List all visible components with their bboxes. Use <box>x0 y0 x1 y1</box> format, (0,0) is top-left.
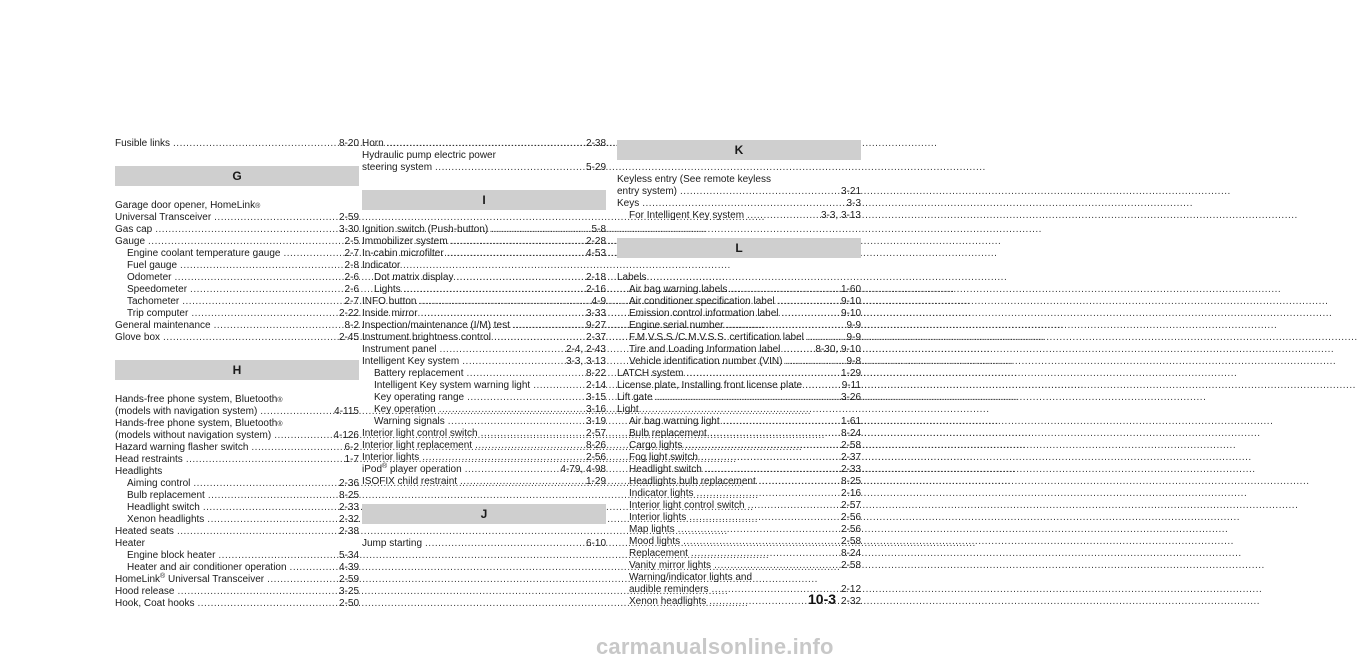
watermark: carmanualsonline.info <box>596 634 834 659</box>
index-entry: In-cabin microfilter ..... 4-53 <box>362 248 606 260</box>
index-subentry: Headlights bulb replacement ..... 8-25 <box>617 476 861 488</box>
index-entry: Head restraints ..... 1-7 <box>115 454 359 466</box>
index-entry: LATCH system ..... 1-29 <box>617 368 861 380</box>
index-subentry: Key operation ..... 3-16 <box>362 404 606 416</box>
index-column-1 <box>115 138 359 610</box>
index-subentry: Replacement ..... 8-24 <box>617 548 861 560</box>
index-entry: Garage door opener, HomeLink ® <box>115 200 261 211</box>
index-subentry: Xenon headlights ..... 2-32 <box>115 514 359 526</box>
page-number: 10-3 <box>808 591 837 607</box>
index-entry: Hands-free phone system, Bluetooth ® <box>115 418 283 429</box>
index-subentry: Warning signals ..... 3-19 <box>362 416 606 428</box>
index-subentry: Emission control information label ..... 9-10 <box>617 308 861 320</box>
index-entry: General maintenance ..... 8-2 <box>115 320 359 332</box>
index-subentry: F.M.V.S.S./C.M.V.S.S. certification label ..... 9-9 <box>617 332 861 344</box>
index-entry: Indicator <box>362 260 401 271</box>
index-entry: Instrument brightness control ..... 2-37 <box>362 332 606 344</box>
index-subentry: Warning/indicator lights and <box>629 572 753 583</box>
index-subentry: Engine coolant temperature gauge ..... 2-7 <box>115 248 359 260</box>
index-subentry: audible reminders ..... 2-12 <box>617 584 861 596</box>
index-subentry: Headlight switch ..... 2-33 <box>617 464 861 476</box>
index-entry: INFO button ..... 4-9 <box>362 296 606 308</box>
index-subentry: Interior lights ..... 2-56 <box>617 512 861 524</box>
index-entry: Inspection/maintenance (I/M) test ..... 9-27 <box>362 320 606 332</box>
index-entry: Heater <box>115 538 146 549</box>
index-entry: Lift gate ..... 3-26 <box>617 392 861 404</box>
index-entry: Gas cap ..... 3-30 <box>115 224 359 236</box>
index-subentry: Engine serial number ..... 9-9 <box>617 320 861 332</box>
index-entry: Horn ..... 2-38 <box>362 138 606 150</box>
index-entry: Keys ..... 3-3 <box>617 198 861 210</box>
index-subentry: Fuel gauge ..... 2-8 <box>115 260 359 272</box>
index-entry: Gauge ..... 2-5 <box>115 236 359 248</box>
index-subentry: Fog light switch ..... 2-37 <box>617 452 861 464</box>
index-subentry: Bulb replacement ..... 8-25 <box>115 490 359 502</box>
index-entry: Immobilizer system ..... 2-28 <box>362 236 606 248</box>
index-subentry: Headlight switch ..... 2-33 <box>115 502 359 514</box>
index-entry: Fusible links ..... 8-20 <box>115 138 359 150</box>
section-heading-j: J <box>362 504 606 524</box>
index-entry: Inside mirror ..... 3-33 <box>362 308 606 320</box>
index-entry: Light <box>617 404 639 415</box>
index-entry: Hands-free phone system, Bluetooth ® <box>115 394 283 405</box>
index-entry: License plate, Installing front license plate ..... 9-11 <box>617 380 861 392</box>
index-subentry: Cargo lights ..... 2-58 <box>617 440 861 452</box>
index-entry: steering system ..... 5-29 <box>362 162 606 174</box>
index-entry: Jump starting ..... 6-10 <box>362 538 606 550</box>
index-entry: Hazard warning flasher switch ..... 6-2 <box>115 442 359 454</box>
index-entry: (models with navigation system) ..... 4-115 <box>115 406 359 418</box>
index-entry: Headlights <box>115 466 163 477</box>
index-subentry: Tire and Loading Information label ..... 8-30, 9-10 <box>617 344 861 356</box>
index-subentry: Lights ..... 2-16 <box>362 284 606 296</box>
index-entry: iPod® player operation ..... 4-79, 4-98 <box>362 464 606 476</box>
index-subentry: Trip computer ..... 2-22 <box>115 308 359 320</box>
index-entry: Hydraulic pump electric power <box>362 150 496 161</box>
index-subentry: Aiming control ..... 2-36 <box>115 478 359 490</box>
index-subentry: Interior light control switch ..... 2-57 <box>617 500 861 512</box>
index-entry: entry system) ..... 3-21 <box>617 186 861 198</box>
index-subentry: Air bag warning light ..... 1-61 <box>617 416 861 428</box>
index-entry: (models without navigation system) ..... 4-126 <box>115 430 359 442</box>
index-subentry: Map lights ..... 2-56 <box>617 524 861 536</box>
section-heading-g: G <box>115 166 359 186</box>
index-entry: Labels <box>617 272 647 283</box>
index-entry: Hook, Coat hooks ..... 2-50 <box>115 598 359 610</box>
index-entry: Intelligent Key system ..... 3-3, 3-13 <box>362 356 606 368</box>
index-subentry: Dot matrix display ..... 2-18 <box>362 272 606 284</box>
index-subentry: Bulb replacement ..... 8-24 <box>617 428 861 440</box>
index-subentry: For Intelligent Key system ..... 3-3, 3-13 <box>617 210 861 222</box>
index-subentry: Intelligent Key system warning light ..... 2-14 <box>362 380 606 392</box>
section-heading-l: L <box>617 238 861 258</box>
index-entry: ISOFIX child restraint ..... 1-29 <box>362 476 606 488</box>
index-subentry: Indicator lights ..... 2-16 <box>617 488 861 500</box>
section-heading-h: H <box>115 360 359 380</box>
index-entry: Interior lights ..... 2-56 <box>362 452 606 464</box>
index-entry: Interior light control switch ..... 2-57 <box>362 428 606 440</box>
index-column-2 <box>362 138 606 550</box>
index-subentry: Speedometer ..... 2-6 <box>115 284 359 296</box>
index-entry: HomeLink® Universal Transceiver ..... 2-59 <box>115 574 359 586</box>
index-subentry: Air bag warning labels ..... 1-60 <box>617 284 861 296</box>
index-subentry: Odometer ..... 2-6 <box>115 272 359 284</box>
index-column-3 <box>617 138 861 608</box>
index-entry: Keyless entry (See remote keyless <box>617 174 771 185</box>
index-subentry: Key operating range ..... 3-15 <box>362 392 606 404</box>
index-subentry: Vehicle identification number (VIN) ..... 9-8 <box>617 356 861 368</box>
index-subentry: Heater and air conditioner operation ..... 4-39 <box>115 562 359 574</box>
index-subentry: Mood lights ..... 2-58 <box>617 536 861 548</box>
index-entry: Glove box ..... 2-45 <box>115 332 359 344</box>
index-entry: Interior light replacement ..... 8-26 <box>362 440 606 452</box>
section-heading-k: K <box>617 140 861 160</box>
index-subentry: Engine block heater ..... 5-34 <box>115 550 359 562</box>
index-subentry: Battery replacement ..... 8-22 <box>362 368 606 380</box>
index-subentry: Vanity mirror lights ..... 2-58 <box>617 560 861 572</box>
index-entry: Heated seats ..... 2-38 <box>115 526 359 538</box>
index-entry: Instrument panel ..... 2-4, 2-43 <box>362 344 606 356</box>
section-heading-i: I <box>362 190 606 210</box>
index-entry: Hood release ..... 3-25 <box>115 586 359 598</box>
index-subentry: Tachometer ..... 2-7 <box>115 296 359 308</box>
index-subentry: Air conditioner specification label ..... 9-10 <box>617 296 861 308</box>
index-entry: Ignition switch (Push-button) ..... 5-8 <box>362 224 606 236</box>
index-entry: Universal Transceiver ..... 2-59 <box>115 212 359 224</box>
index-subentry: Xenon headlights ..... 2-32 <box>617 596 861 608</box>
